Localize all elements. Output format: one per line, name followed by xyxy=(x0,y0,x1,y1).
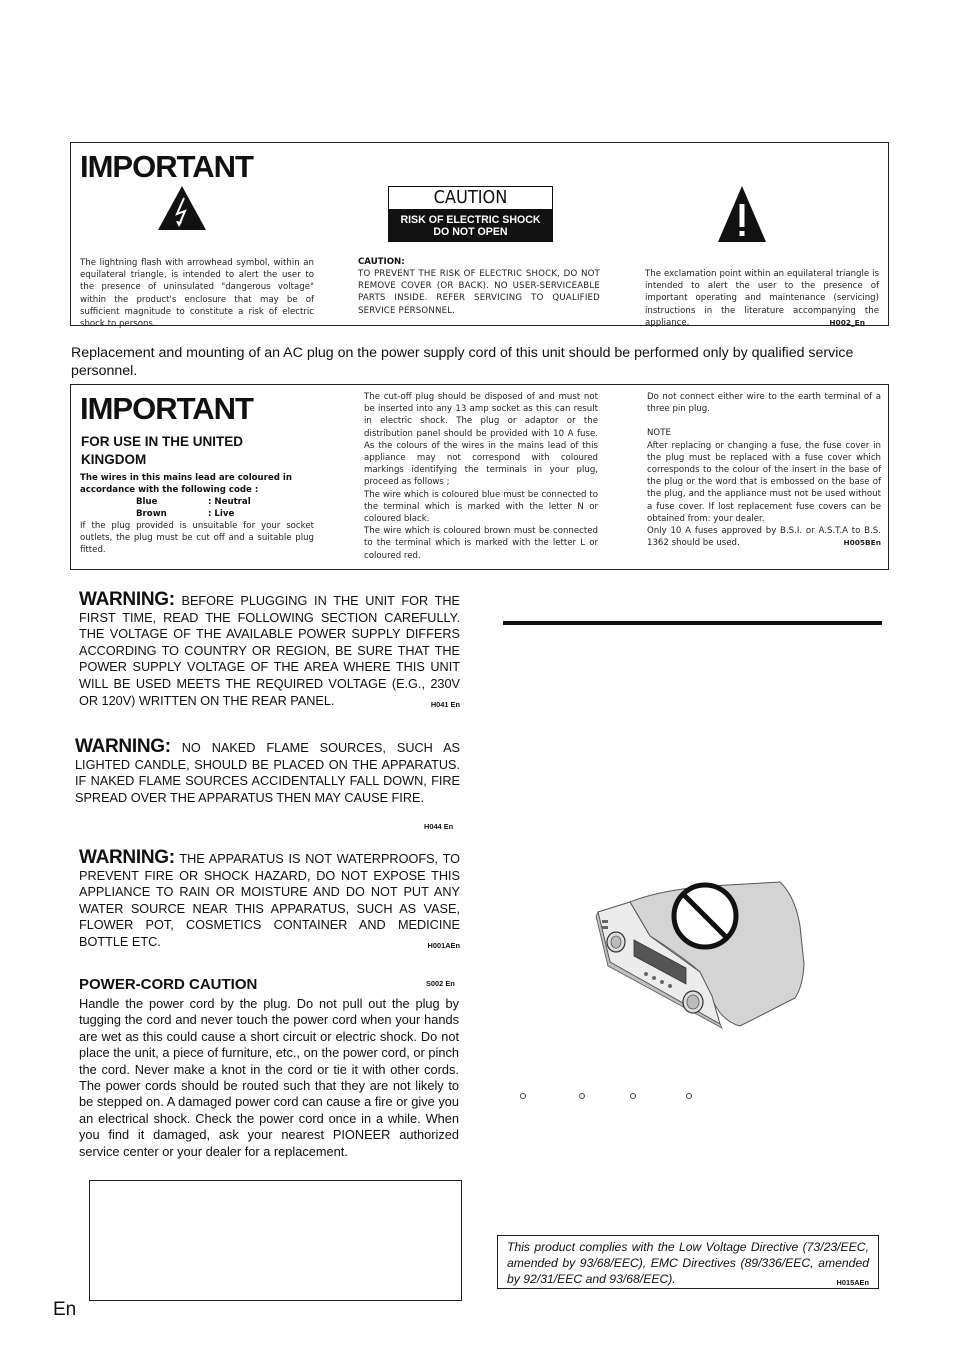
box1-title: IMPORTANT xyxy=(80,149,253,184)
compliance-code: H015AEn xyxy=(836,1278,869,1287)
box2-title: IMPORTANT xyxy=(80,391,253,426)
wire-brown-val xyxy=(208,508,234,520)
box2-right-note: NOTE xyxy=(647,428,671,439)
warning-water-code: H001AEn xyxy=(427,940,460,950)
page-language-label: En xyxy=(53,1299,77,1320)
box1-center-text: TO PREVENT THE RISK OF ELECTRIC SHOCK, DO NOT REMOVE COVER (OR BACK). NO USER-SERVICEABLE PARTS INSIDE. REFER SERVICING TO QUALIFIED SERVICE PERSONNEL. xyxy=(358,269,600,316)
compliance-text-wrap xyxy=(507,1239,869,1287)
box2-right-p3: Only 10 A fuses approved by B.S.I. or A.S.T.A to B.S. 1362 should be used. xyxy=(647,526,881,549)
right-rule xyxy=(503,621,882,625)
caution-label xyxy=(388,186,553,242)
wire-brown-value: : Live xyxy=(208,509,235,519)
caution-line2: DO NOT OPEN xyxy=(433,226,508,238)
warning-water xyxy=(79,847,460,955)
box2-right-p2: After replacing or changing a fuse, the fuse cover in the plug must be replaced with a fuse cover which corresponds to the colour of the insert in the base of the plug or the word that is embossed on the base of the plug, and the appliance must not be used without a fuse cover. If lost replacement fuse covers can be obtained from: your dealer. xyxy=(647,440,881,524)
dot-1 xyxy=(520,1093,526,1099)
box1-right-text-body: The exclamation point within an equilateral triangle is intended to alert the user to the presence of important operating and maintenance (servicing) instructions in the literature accompanying the appliance. xyxy=(645,269,879,328)
box1-center-head: CAUTION: xyxy=(358,257,405,267)
warning-flame-code: H044 En xyxy=(424,822,454,831)
box2-left-tail: If the plug provided is unsuitable for your socket outlets, the plug must be cut off and a suitable plug fitted. xyxy=(80,521,314,556)
warning-voltage-text: BEFORE PLUGGING IN THE UNIT FOR THE FIRST TIME, READ THE FOLLOWING SECTION CAREFULLY. THE VOLTAGE OF THE AVAILABLE POWER SUPPLY DIFFERS ACCORDING TO COUNTRY OR REGION, BE SURE THAT THE POWER SUPPLY VOLTAGE OF THE AREA WHERE THIS UNIT WILL BE USED MEETS THE REQUIRED VOLTAGE (E.G., 230V OR 120V) WRITTEN ON THE REAR PANEL. xyxy=(79,594,460,708)
warning-water-head: WARNING: xyxy=(79,847,175,868)
box2-middle-p1: The cut-off plug should be disposed of and must not be inserted into any 13 amp socket as this can result in electric shock. The plug or adaptor or the distribution panel should be provided with 10 A fuse. As the colours of the wires in the mains lead of this appliance may not correspond with coloured markings identifying the terminals in your plug, proceed as follows ; xyxy=(364,392,598,488)
dot-4 xyxy=(686,1093,692,1099)
warning-flame xyxy=(75,736,460,806)
warning-flame-head: WARNING: xyxy=(75,736,171,757)
blank-notice-box xyxy=(89,1180,462,1301)
wire-blue-value: : Neutral xyxy=(208,497,251,507)
power-cord-head: POWER-CORD CAUTION xyxy=(79,976,258,993)
box2-wires-text xyxy=(80,472,314,496)
warning-voltage-code: H041 En xyxy=(430,699,460,709)
box1-left-text: The lightning flash with arrowhead symbol, within an equilateral triangle, is intended to alert the user to the presence of uninsulated "dangerous voltage" within the product's enclosure that may be of sufficient magnitude to constitute a risk of electric shock to persons. xyxy=(80,258,314,330)
box2-middle-p3: The wire which is coloured brown must be connected to the terminal which is marked with the letter L or coloured red. xyxy=(364,526,598,561)
compliance-box xyxy=(497,1235,879,1289)
power-cord-text: Handle the power cord by the plug. Do not pull out the plug by tugging the cord and never touch the power cord when your hands are wet as this could cause a short circuit or electric shock. Do not place the unit, a piece of furniture, etc., on the power cord, or pinch the cord. Never make a knot in the cord or tie it with other cords. The power cords should be routed such that they are not likely to be stepped on. A damaged power cord can cause a fire or give you an electrical shock. Check the power cord once in a while. When you find it damaged, ask your nearest PIONEER authorized service center or your dealer for a replacement. xyxy=(79,996,459,1159)
dot-2 xyxy=(579,1093,585,1099)
box2-subtitle-2: KINGDOM xyxy=(81,452,147,467)
box1-right-text xyxy=(645,268,879,329)
important-box-uk xyxy=(70,384,889,570)
dot-3 xyxy=(630,1093,636,1099)
wire-blue xyxy=(136,496,157,508)
box2-subtitle-1: FOR USE IN THE UNITED xyxy=(81,434,244,449)
exclamation-warning-icon xyxy=(717,185,767,243)
box2-middle-p2: The wire which is coloured blue must be connected to the terminal which is marked with the letter N or coloured black. xyxy=(364,489,598,525)
wire-blue-val xyxy=(208,496,251,508)
box2-right-p1: Do not connect either wire to the earth terminal of a three pin plug. xyxy=(647,392,881,415)
warning-water-text: THE APPARATUS IS NOT WATERPROOFS, TO PREVENT FIRE OR SHOCK HAZARD, DO NOT EXPOSE THIS APPLIANCE TO RAIN OR MOISTURE AND DO NOT PUT ANY WATER SOURCE NEAR THIS APPARATUS, SUCH AS VASE, FLOWER POT, COSMETICS CONTAINER AND MEDICINE BOTTLE ETC. xyxy=(79,852,460,949)
wire-brown-label: Brown xyxy=(136,509,167,519)
caution-line1: RISK OF ELECTRIC SHOCK xyxy=(400,214,541,226)
warning-flame-text: NO NAKED FLAME SOURCES, SUCH AS LIGHTED CANDLE, SHOULD BE PLACED ON THE APPARATUS. IF NAKED FLAME SOURCES ACCIDENTALLY FALL DOWN, FIRE SPREAD OVER THE APPARATUS THEN MAY CAUSE FIRE. xyxy=(75,741,460,805)
wire-blue-label: Blue xyxy=(136,497,158,507)
wires-intro: The wires in this mains lead are coloured in accordance with the following code : xyxy=(80,473,292,496)
caution-label-title: CAUTION xyxy=(388,186,553,210)
replacement-text: Replacement and mounting of an AC plug on the power supply cord of this unit should be performed only by qualified service personnel. xyxy=(71,345,854,379)
power-cord-code: S002 En xyxy=(426,979,455,988)
box2-right-code: H005BEn xyxy=(843,538,881,548)
warning-voltage xyxy=(79,589,460,713)
box2-right-p3-wrap xyxy=(647,525,881,549)
compliance-text: This product complies with the Low Voltage Directive (73/23/EEC, amended by 93/68/EEC), EMC Directives (89/336/EEC, amended by 92/31/EEC and 93/68/EEC). xyxy=(507,1240,869,1286)
wire-brown xyxy=(136,508,167,520)
box2-right-col xyxy=(647,391,881,549)
lightning-warning-icon xyxy=(157,185,207,231)
box2-middle-col xyxy=(364,391,598,562)
warning-voltage-head: WARNING: xyxy=(79,589,175,610)
box1-right-code: H002_En xyxy=(829,317,865,327)
caution-label-sub xyxy=(388,210,553,242)
no-cover-receiver-icon xyxy=(590,876,815,1036)
